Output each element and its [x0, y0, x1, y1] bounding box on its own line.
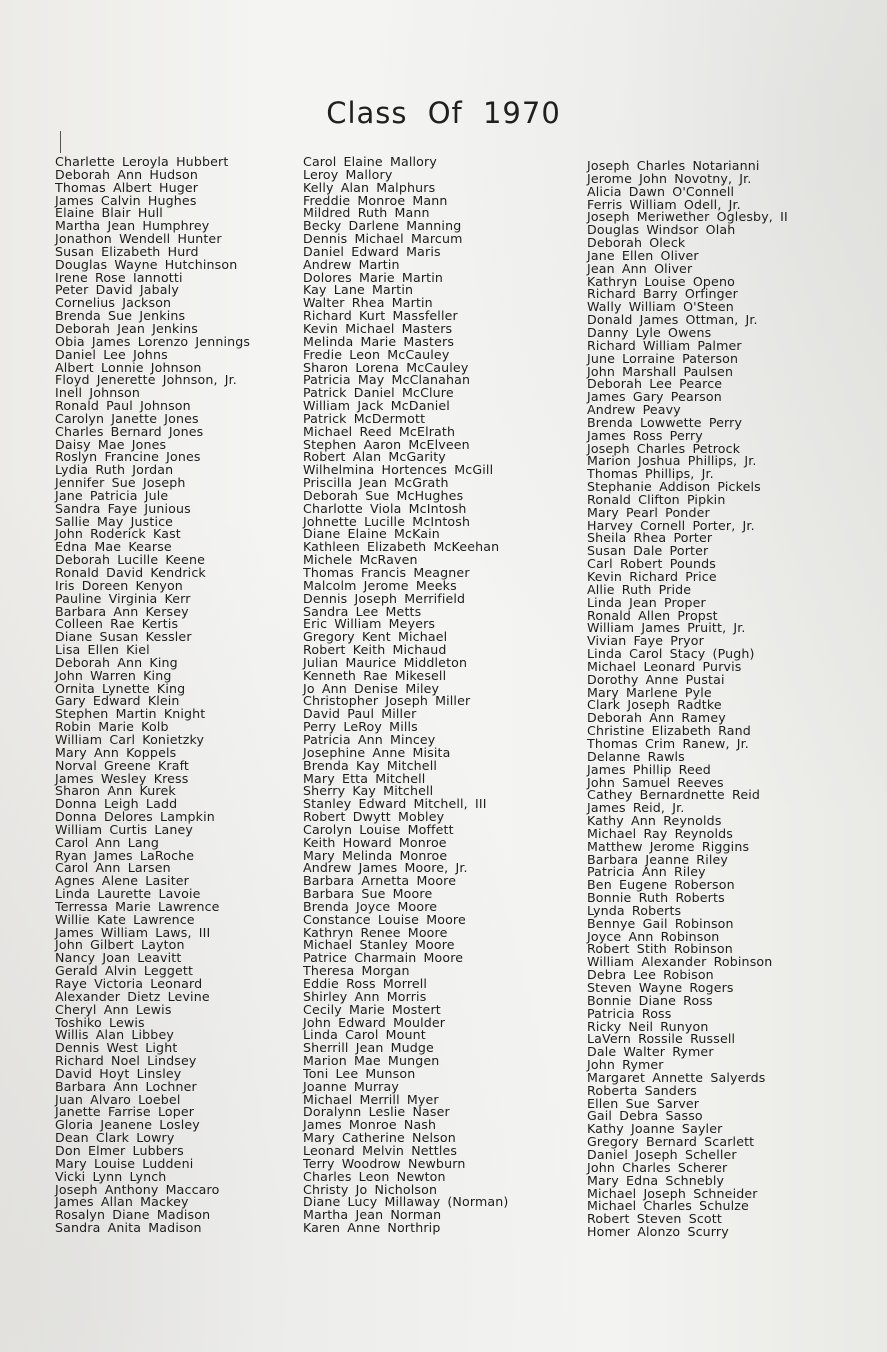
student-name: Daniel Lee Johns [55, 346, 168, 362]
student-name: Willis Alan Libbey [55, 1027, 174, 1043]
student-name: Alexander Dietz Levine [55, 988, 210, 1004]
student-name: James Ross Perry [587, 427, 703, 443]
student-name: Ronald Paul Johnson [55, 398, 191, 414]
student-name: John Marshall Paulsen [587, 363, 734, 379]
student-name: Christy Jo Nicholson [303, 1181, 438, 1197]
student-name: Allie Ruth Pride [587, 581, 692, 597]
student-name: Charles Bernard Jones [55, 423, 204, 439]
student-name: Pauline Virginia Kerr [55, 590, 191, 606]
student-name: Sherrill Jean Mudge [303, 1040, 434, 1056]
student-name: Nancy Joan Leavitt [55, 950, 182, 966]
student-name: Stephen Martin Knight [55, 706, 206, 722]
student-name: Diane Susan Kessler [55, 629, 192, 645]
student-name: Gary Edward Klein [55, 693, 180, 709]
student-name: Ferris William Odell, Jr. [587, 196, 741, 212]
student-name: Ronald Clifton Pipkin [587, 491, 726, 507]
student-name: Mildred Ruth Mann [303, 205, 430, 221]
student-name: Barbara Ann Lochner [55, 1078, 197, 1094]
student-name: James Gary Pearson [587, 389, 722, 405]
student-name: Richard Noel Lindsey [55, 1053, 197, 1069]
student-name: Brenda Joyce Moore [303, 898, 438, 914]
student-name: John Edward Moulder [303, 1014, 446, 1030]
student-name: Steven Wayne Rogers [587, 980, 734, 995]
student-name: Freddie Monroe Mann [303, 192, 448, 208]
student-name: Juan Alvaro Loebel [55, 1091, 181, 1107]
student-name: Sandra Anita Madison [55, 1220, 202, 1236]
student-name: Jo Ann Denise Miley [303, 680, 440, 696]
student-name: Deborah Ann Ramey [587, 710, 726, 726]
student-name: John Rymer [587, 1057, 664, 1073]
student-name: Christopher Joseph Miller [303, 693, 471, 709]
student-name: Theresa Morgan [303, 963, 410, 979]
student-name: Jerome John Novotny, Jr. [587, 170, 752, 186]
student-name: Roslyn Francine Jones [55, 449, 201, 465]
student-name: Debra Lee Robison [587, 967, 714, 983]
student-name: William Jack McDaniel [303, 398, 450, 414]
student-name: Michael Stanley Moore [303, 937, 455, 953]
student-name: Bennye Gail Robinson [587, 915, 734, 931]
student-name: Karen Anne Northrip [303, 1220, 441, 1236]
student-name: Daniel Edward Maris [303, 243, 441, 259]
student-name: Deborah Sue McHughes [303, 487, 464, 503]
student-name: Brenda Lowwette Perry [587, 414, 743, 430]
student-name: Dale Walter Rymer [587, 1044, 714, 1060]
student-name: Charlotte Viola McIntosh [303, 500, 467, 516]
student-name: Donald James Ottman, Jr. [587, 312, 758, 328]
student-name: Cornelius Jackson [55, 295, 172, 311]
student-name: Kathleen Elizabeth McKeehan [303, 539, 500, 555]
student-name: Matthew Jerome Riggins [587, 838, 750, 854]
student-name: Dennis Michael Marcum [303, 231, 463, 247]
student-name: Barbara Arnetta Moore [303, 873, 457, 889]
student-name: Elaine Blair Hull [55, 205, 163, 221]
student-name: Mary Louise Luddeni [55, 1155, 194, 1171]
student-name: Ricky Neil Runyon [587, 1018, 709, 1034]
student-name: Deborah Ann King [55, 654, 178, 670]
student-name: Josephine Anne Misita [303, 744, 451, 760]
student-name: Melinda Marie Masters [303, 333, 455, 349]
student-name: Stanley Edward Mitchell, III [303, 796, 487, 812]
student-name: Mary Edna Schnebly [587, 1172, 725, 1188]
student-name: Shirley Ann Morris [303, 988, 427, 1004]
student-name: David Paul Miller [303, 706, 417, 722]
student-name: Jonathon Wendell Hunter [55, 231, 222, 247]
student-name: June Lorraine Paterson [587, 350, 739, 366]
student-name: Susan Elizabeth Hurd [55, 243, 199, 259]
student-name: Carl Robert Pounds [587, 556, 717, 572]
student-name: Michael Merrill Myer [303, 1091, 439, 1107]
student-name: Bonnie Ruth Roberts [587, 890, 725, 906]
student-name: Robert Keith Michaud [303, 642, 447, 658]
student-name: Patricia Ann Mincey [303, 731, 436, 747]
student-name: Deborah Ann Hudson [55, 166, 199, 182]
page-title: Class Of 1970 [326, 96, 561, 130]
student-name: Lydia Ruth Jordan [55, 462, 174, 478]
student-name: John Gilbert Layton [55, 937, 185, 953]
student-name: Joseph Meriwether Oglesby, II [587, 209, 788, 225]
student-name: Cecily Marie Mostert [303, 1001, 441, 1017]
student-name: Lisa Ellen Kiel [55, 642, 150, 658]
student-name: William Curtis Laney [55, 821, 194, 837]
student-name: Leonard Melvin Nettles [303, 1142, 458, 1158]
student-name: Gregory Bernard Scarlett [587, 1134, 755, 1150]
student-name: Agnes Alene Lasiter [55, 873, 190, 889]
student-name: Donna Leigh Ladd [55, 796, 178, 812]
student-name: Christine Elizabeth Rand [587, 723, 751, 739]
student-name: Brenda Kay Mitchell [303, 757, 438, 773]
student-name: Barbara Sue Moore [303, 886, 433, 902]
student-name: Jean Ann Oliver [587, 260, 693, 276]
student-name: Ronald David Kendrick [55, 565, 206, 580]
name-column-2 [303, 156, 508, 1235]
student-name: Terry Woodrow Newburn [303, 1155, 466, 1171]
student-name: Thomas Francis Meagner [303, 565, 470, 580]
student-name: Carolyn Louise Moffett [303, 821, 454, 837]
student-name: Deborah Jean Jenkins [55, 320, 198, 336]
student-name: Mary Marlene Pyle [587, 684, 712, 700]
student-name: Douglas Wayne Hutchinson [55, 256, 238, 272]
student-name: Kelly Alan Malphurs [303, 179, 436, 195]
student-name: Vivian Faye Pryor [587, 633, 704, 649]
student-name: Robert Alan McGarity [303, 449, 446, 465]
student-name: Julian Maurice Middleton [303, 654, 468, 670]
student-name: John Charles Scherer [587, 1159, 728, 1175]
student-name: Patrice Charmain Moore [303, 950, 464, 966]
student-name: Jane Ellen Oliver [587, 247, 699, 263]
student-name: James Reid, Jr. [587, 800, 685, 816]
student-name: Eddie Ross Morrell [303, 976, 428, 991]
student-name: Irene Rose Iannotti [55, 269, 183, 285]
student-name: Michael Reed McElrath [303, 423, 456, 439]
student-name: Martha Jean Norman [303, 1207, 442, 1223]
student-name: Sharon Lorena McCauley [303, 359, 469, 375]
student-name: Eric William Meyers [303, 616, 436, 632]
student-name: Patrick McDermott [303, 410, 426, 426]
student-name: Diane Elaine McKain [303, 526, 440, 542]
student-name: Walter Rhea Martin [303, 295, 433, 311]
student-name: Charlette Leroyla Hubbert [55, 154, 229, 169]
student-name: Kevin Michael Masters [303, 320, 453, 336]
student-name: Mary Etta Mitchell [303, 770, 426, 786]
name-column-1 [55, 156, 250, 1235]
student-name: Thomas Crim Ranew, Jr. [587, 735, 749, 751]
student-name: Sharon Ann Kurek [55, 783, 176, 799]
student-name: James Monroe Nash [303, 1117, 437, 1133]
student-name: Jane Patricia Jule [55, 487, 169, 503]
student-name: Harvey Cornell Porter, Jr. [587, 517, 755, 533]
student-name: Richard Kurt Massfeller [303, 308, 458, 324]
student-name: Thomas Phillips, Jr. [587, 466, 714, 482]
student-name: Stephanie Addison Pickels [587, 479, 761, 495]
student-name: Keith Howard Monroe [303, 834, 447, 850]
student-name: William Alexander Robinson [587, 954, 773, 970]
student-name: Michael Charles Schulze [587, 1198, 749, 1214]
student-name: Marion Joshua Phillips, Jr. [587, 453, 757, 469]
student-name: Raye Victoria Leonard [55, 976, 203, 991]
student-name: Carol Elaine Mallory [303, 154, 437, 169]
student-name: William James Pruitt, Jr. [587, 620, 746, 636]
student-name: Sallie May Justice [55, 513, 174, 529]
student-name: Cheryl Ann Lewis [55, 1001, 172, 1017]
student-name: Robert Dwytt Mobley [303, 809, 445, 825]
student-name: Marion Mae Mungen [303, 1053, 440, 1069]
student-name: Michele McRaven [303, 552, 418, 568]
student-name: Richard William Palmer [587, 337, 742, 353]
student-name: Dean Clark Lowry [55, 1130, 175, 1146]
student-name: Deborah Lee Pearce [587, 376, 723, 392]
student-name: Toni Lee Munson [303, 1065, 416, 1081]
student-name: Mary Melinda Monroe [303, 847, 448, 863]
student-name: Danny Lyle Owens [587, 324, 712, 340]
student-name: Linda Carol Stacy (Pugh) [587, 646, 755, 662]
student-name: Perry LeRoy Mills [303, 719, 418, 735]
student-name: Kathryn Renee Moore [303, 924, 448, 940]
student-name: Albert Lonnie Johnson [55, 359, 202, 375]
student-name: Ellen Sue Sarver [587, 1095, 700, 1111]
student-name: Lynda Roberts [587, 902, 682, 918]
student-name: Joseph Charles Petrock [587, 440, 741, 456]
student-name: John Roderick Kast [55, 526, 181, 542]
student-name: Carolyn Janette Jones [55, 410, 199, 426]
student-name: Clark Joseph Radtke [587, 697, 722, 713]
student-name: William Carl Konietzky [55, 731, 205, 747]
student-name: James Allan Mackey [55, 1194, 189, 1210]
student-name: Robert Stith Robinson [587, 941, 733, 957]
student-name: Thomas Albert Huger [55, 179, 199, 195]
student-name: Constance Louise Moore [303, 911, 466, 927]
student-name: Dennis Joseph Merrifield [303, 590, 466, 606]
student-name: Barbara Ann Kersey [55, 603, 189, 619]
student-name: Johnette Lucille McIntosh [303, 513, 471, 529]
student-name: Gregory Kent Michael [303, 629, 448, 645]
student-name: Willie Kate Lawrence [55, 911, 195, 927]
student-name: Douglas Windsor Olah [587, 222, 736, 238]
student-name: Michael Ray Reynolds [587, 825, 734, 841]
student-name: Dorothy Anne Pustai [587, 671, 725, 687]
student-name: Daniel Joseph Scheller [587, 1146, 737, 1162]
student-name: Dolores Marie Martin [303, 269, 444, 285]
student-name: James William Laws, III [55, 924, 211, 940]
student-name: Deborah Lucille Keene [55, 552, 205, 568]
student-name: Robin Marie Kolb [55, 719, 169, 735]
student-name: Sheila Rhea Porter [587, 530, 713, 546]
student-name: Andrew Peavy [587, 402, 681, 418]
student-name: Wally William O'Steen [587, 299, 734, 315]
student-name: Patricia Ross [587, 1005, 672, 1021]
student-name: Susan Dale Porter [587, 543, 709, 559]
student-name: Daisy Mae Jones [55, 436, 167, 452]
student-name: Wilhelmina Hortences McGill [303, 462, 494, 478]
student-name: Mary Catherine Nelson [303, 1130, 456, 1146]
student-name: Ronald Allen Propst [587, 607, 718, 623]
student-name: Donna Delores Lampkin [55, 809, 215, 825]
student-name: Becky Darlene Manning [303, 218, 462, 234]
student-name: Sandra Faye Junious [55, 500, 191, 516]
student-name: Joseph Anthony Maccaro [55, 1181, 220, 1197]
student-name: Norval Greene Kraft [55, 757, 190, 773]
student-name: Alicia Dawn O'Connell [587, 183, 735, 199]
student-name: Robert Steven Scott [587, 1211, 722, 1227]
student-name: Kay Lane Martin [303, 282, 414, 298]
student-name: Linda Jean Proper [587, 594, 706, 610]
student-name: Toshiko Lewis [55, 1014, 145, 1030]
student-name: Barbara Jeanne Riley [587, 851, 728, 867]
student-name: Linda Carol Mount [303, 1027, 426, 1043]
student-name: LaVern Rossile Russell [587, 1031, 736, 1047]
student-name: Joanne Murray [303, 1078, 399, 1094]
student-name: Kathy Joanne Sayler [587, 1121, 723, 1137]
student-name: Patrick Daniel McClure [303, 385, 454, 401]
student-name: Mary Pearl Ponder [587, 504, 710, 520]
student-name: Obia James Lorenzo Jennings [55, 333, 251, 349]
student-name: Malcolm Jerome Meeks [303, 577, 457, 593]
student-name: Gerald Alvin Leggett [55, 963, 194, 979]
name-column-3 [587, 160, 788, 1239]
student-name: James Calvin Hughes [55, 192, 197, 208]
student-name: Rosalyn Diane Madison [55, 1207, 211, 1223]
student-name: Terressa Marie Lawrence [55, 898, 220, 914]
student-name: Edna Mae Kearse [55, 539, 172, 555]
student-name: Diane Lucy Millaway (Norman) [303, 1194, 509, 1210]
student-name: Don Elmer Lubbers [55, 1142, 184, 1158]
student-name: Michael Leonard Purvis [587, 658, 742, 674]
student-name: Kathryn Louise Openo [587, 273, 735, 289]
student-name: Kevin Richard Price [587, 569, 717, 584]
student-name: Deborah Oleck [587, 235, 686, 251]
student-name: Ben Eugene Roberson [587, 877, 735, 893]
student-name: Janette Farrise Loper [55, 1104, 195, 1120]
student-name: Delanne Rawls [587, 748, 685, 764]
pencil-mark [60, 131, 61, 153]
student-name: Charles Leon Newton [303, 1168, 446, 1184]
student-name: Floyd Jenerette Johnson, Jr. [55, 372, 237, 388]
student-name: John Warren King [55, 667, 172, 683]
student-name: Joyce Ann Robinson [587, 928, 720, 944]
student-name: Bonnie Diane Ross [587, 992, 713, 1008]
student-name: Andrew James Moore, Jr. [303, 860, 468, 876]
student-name: Carol Ann Lang [55, 834, 160, 850]
student-name: Doralynn Leslie Naser [303, 1104, 450, 1120]
student-name: Peter David Jabaly [55, 282, 179, 298]
student-name: Jennifer Sue Joseph [55, 475, 186, 491]
student-name: Fredie Leon McCauley [303, 346, 450, 362]
student-name: Ryan James LaRoche [55, 847, 195, 863]
student-name: James Wesley Kress [55, 770, 189, 786]
student-name: John Samuel Reeves [587, 774, 724, 790]
student-name: Carol Ann Larsen [55, 860, 171, 876]
student-name: Homer Alonzo Scurry [587, 1224, 729, 1240]
student-name: Sherry Kay Mitchell [303, 783, 434, 799]
student-name: Kathy Ann Reynolds [587, 813, 722, 829]
student-name: Dennis West Light [55, 1040, 178, 1056]
student-name: Joseph Charles Notarianni [587, 158, 760, 173]
student-name: Kenneth Rae Mikesell [303, 667, 447, 683]
student-name: Brenda Sue Jenkins [55, 308, 186, 324]
student-name: Mary Ann Koppels [55, 744, 177, 760]
student-name: Cathey Bernardnette Reid [587, 787, 761, 803]
student-name: Linda Laurette Lavoie [55, 886, 201, 902]
student-name: Andrew Martin [303, 256, 400, 272]
student-name: James Phillip Reed [587, 761, 711, 777]
student-name: Patricia Ann Riley [587, 864, 706, 880]
student-name: Colleen Rae Kertis [55, 616, 179, 632]
student-name: Vicki Lynn Lynch [55, 1168, 167, 1184]
student-name: Roberta Sanders [587, 1082, 697, 1098]
student-name: Ornita Lynette King [55, 680, 186, 696]
student-name: Margaret Annette Salyerds [587, 1069, 766, 1085]
student-name: Gail Debra Sasso [587, 1108, 703, 1124]
student-name: Iris Doreen Kenyon [55, 577, 183, 593]
student-name: Leroy Mallory [303, 166, 393, 182]
student-name: Richard Barry Orfinger [587, 286, 738, 302]
student-name: David Hoyt Linsley [55, 1065, 182, 1081]
student-name: Priscilla Jean McGrath [303, 475, 449, 491]
student-name: Inell Johnson [55, 385, 141, 401]
student-name: Martha Jean Humphrey [55, 218, 210, 234]
student-name: Stephen Aaron McElveen [303, 436, 470, 452]
student-name: Sandra Lee Metts [303, 603, 422, 619]
student-name: Michael Joseph Schneider [587, 1185, 758, 1201]
student-name: Gloria Jeanene Losley [55, 1117, 200, 1133]
student-name: Patricia May McClanahan [303, 372, 471, 388]
